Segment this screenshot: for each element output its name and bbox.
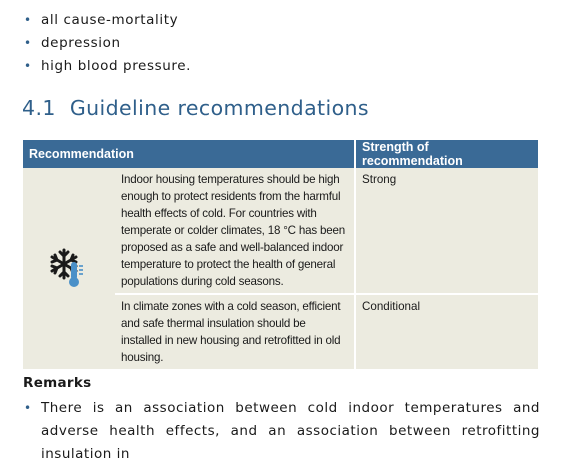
recommendation-text: In climate zones with a cold season, efficient and safe thermal insulation should be installed in new housing and retrofitted in old housing. <box>115 294 355 369</box>
list-item: • There is an association between cold indoor temperatures and adverse health effects, and an association between retrofitting insulation in <box>23 397 540 466</box>
recommendation-table <box>23 140 538 369</box>
cold-thermometer-snowflake-icon <box>47 244 91 288</box>
strength-value: Conditional <box>355 294 538 369</box>
icon-cell <box>23 168 115 369</box>
list-item: • high blood pressure. <box>23 55 191 78</box>
bullet-icon: • <box>24 13 32 27</box>
section-title: Guideline recommendations <box>69 96 369 120</box>
bullet-list <box>23 9 191 78</box>
bullet-icon: • <box>24 36 32 50</box>
bullet-icon: • <box>24 401 32 415</box>
list-item: • depression <box>23 32 191 55</box>
section-heading <box>22 96 369 120</box>
strength-value: Strong <box>355 168 538 294</box>
list-item: • all cause-mortality <box>23 9 191 32</box>
table-row <box>23 168 538 294</box>
column-header-recommendation: Recommendation <box>23 140 355 168</box>
remarks-list <box>23 397 540 466</box>
column-header-strength: Strength of recommendation <box>355 140 538 168</box>
table-header-row <box>23 140 538 168</box>
recommendation-text: Indoor housing temperatures should be high enough to protect residents from the harmful health effects of cold. For countries with temperate or colder climates, 18 °C has been proposed as a safe and well-balanced indoor temperature to protect the health of general populations during cold seasons. <box>115 168 355 294</box>
remarks-heading: Remarks <box>23 375 92 391</box>
section-number: 4.1 <box>22 96 56 120</box>
bullet-icon: • <box>24 59 32 73</box>
